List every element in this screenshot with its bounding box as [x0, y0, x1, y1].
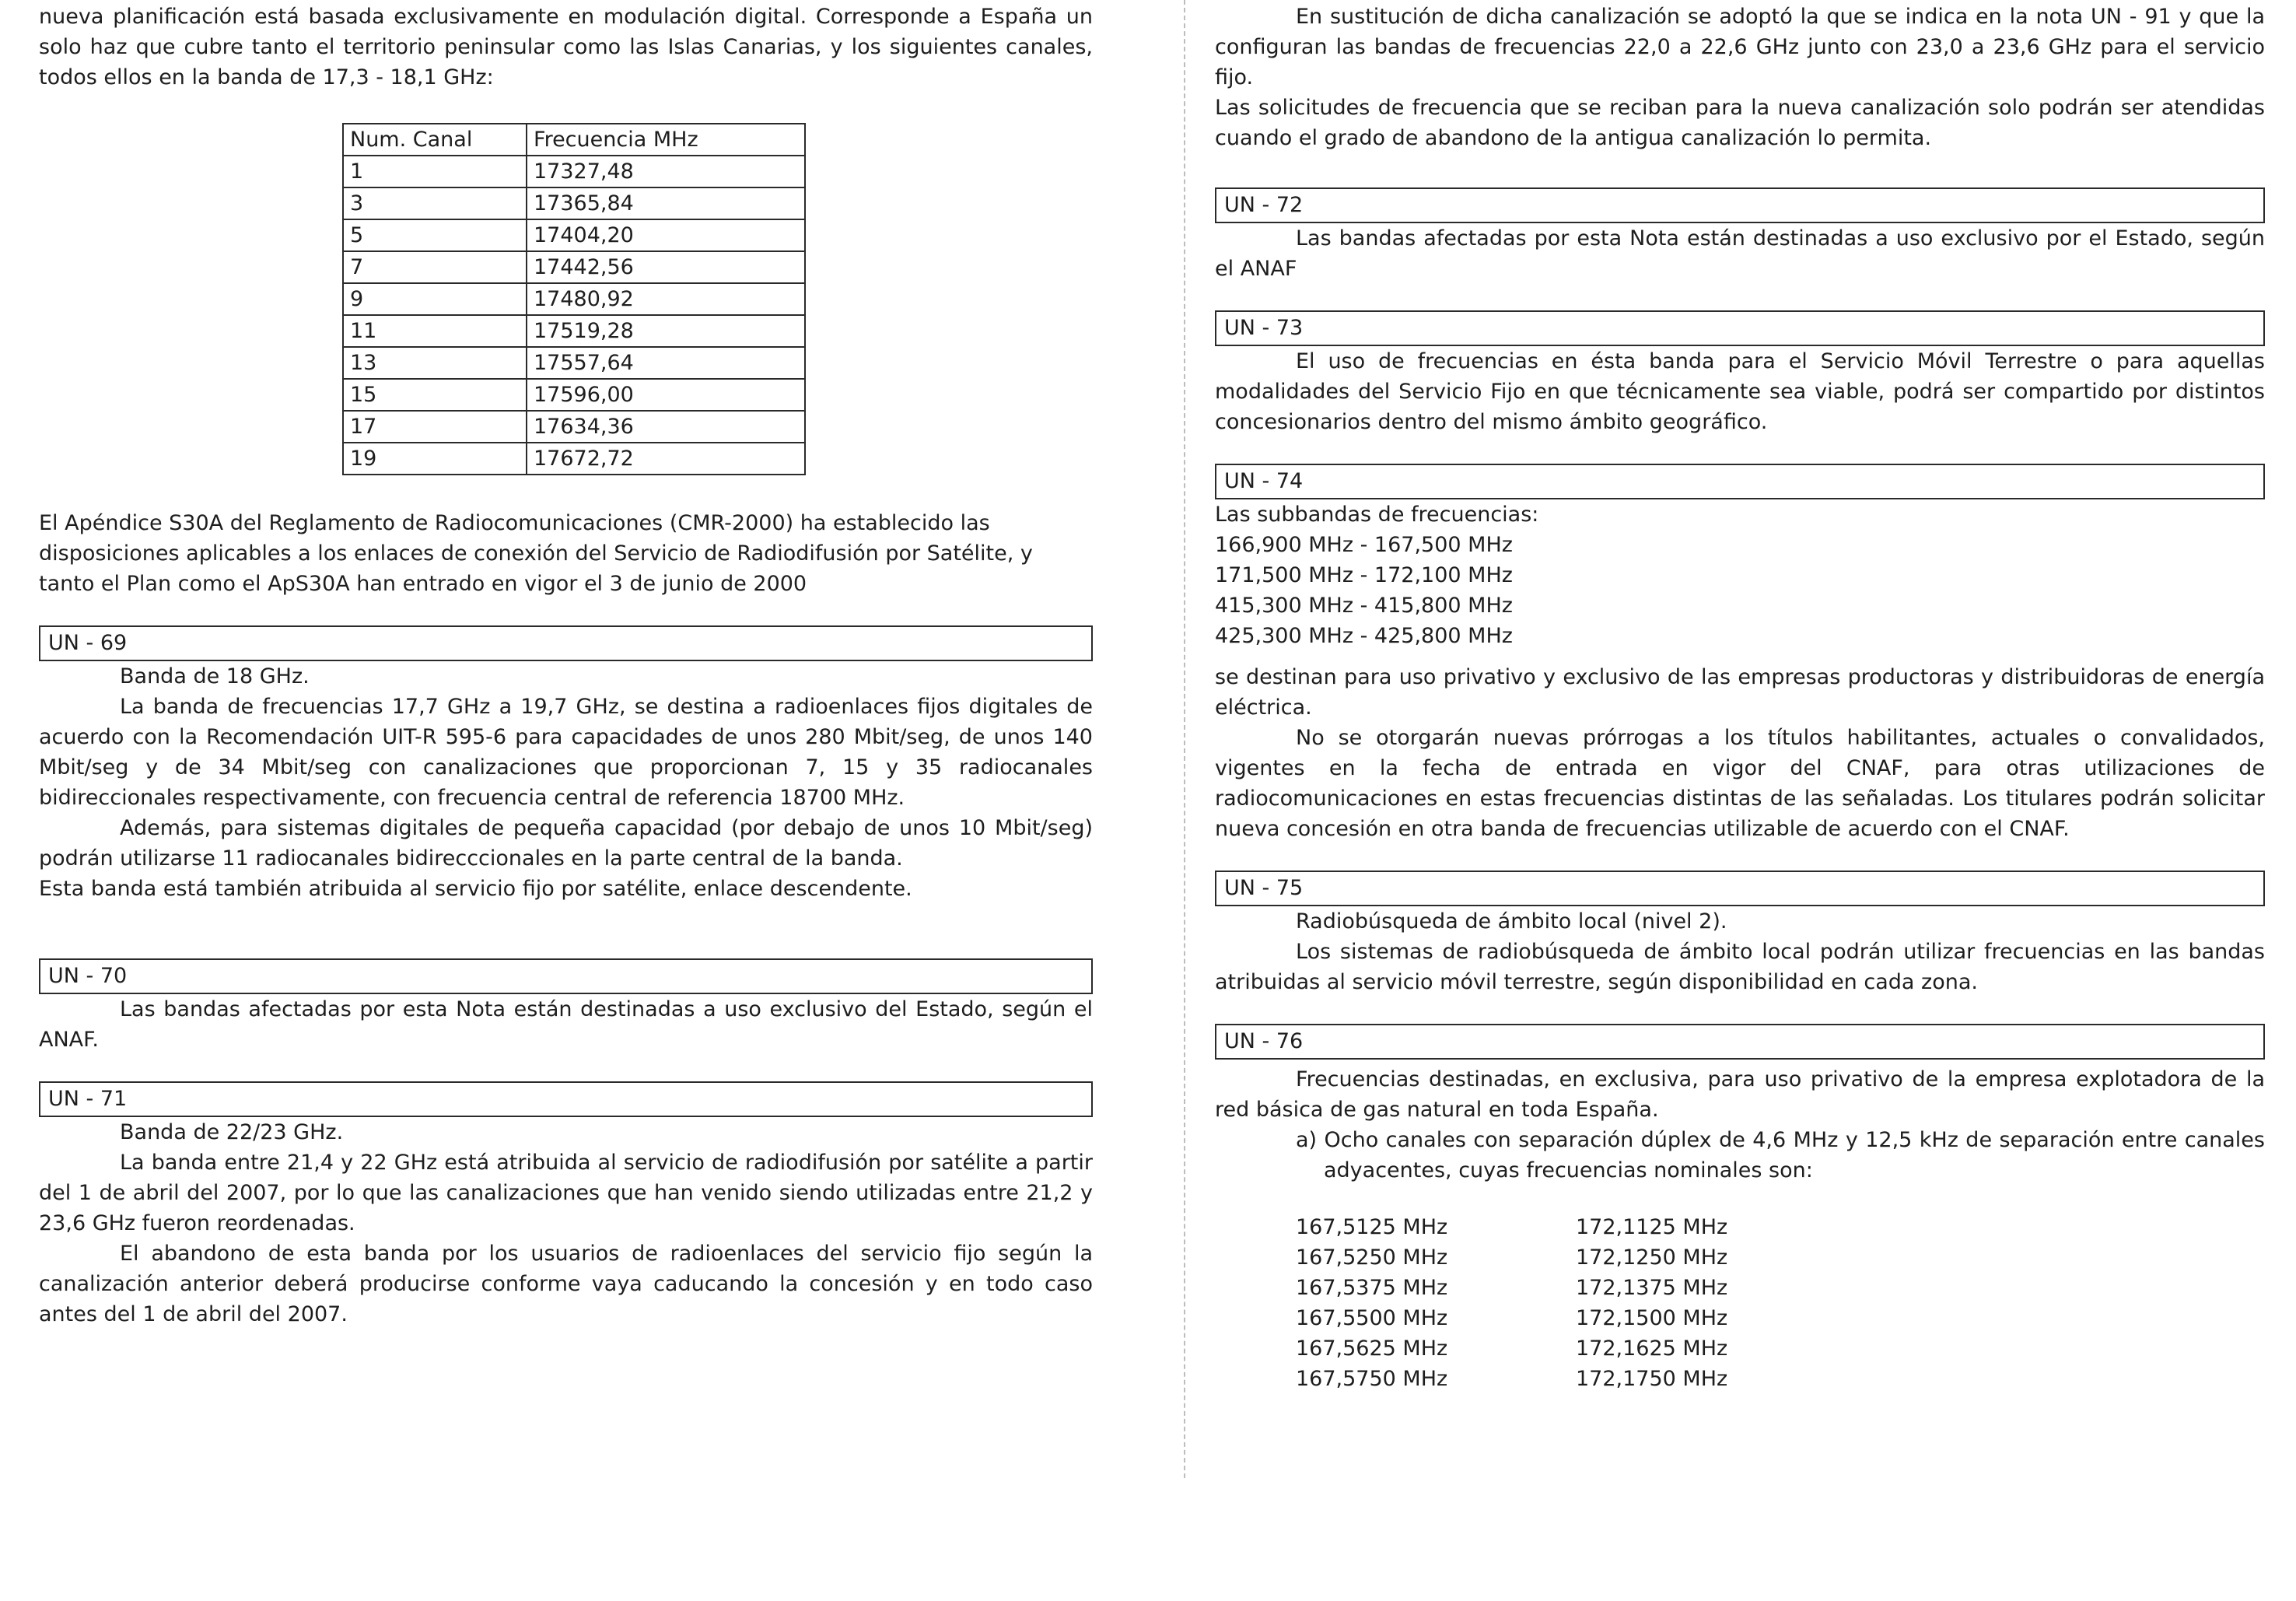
- table-row: [343, 283, 805, 315]
- list-item: 167,5625 MHz: [1296, 1337, 1448, 1361]
- right-column: [1215, 0, 2265, 1394]
- list-item: 172,1250 MHz: [1576, 1245, 1728, 1270]
- table-cell: 19: [343, 443, 527, 475]
- un70-paragraph: Las bandas afectadas por esta Nota están destinadas a uso exclusivo del Estado, según el ANAF.: [39, 997, 1093, 1052]
- un76-paragraph: Frecuencias destinadas, en exclusiva, para uso privativo de la empresa explotadora de la red básica de gas natural en toda España.: [1215, 1067, 2265, 1122]
- list-item: 172,1625 MHz: [1576, 1337, 1728, 1361]
- table-cell: 17442,56: [527, 251, 805, 283]
- table-cell: 1: [343, 156, 527, 187]
- note-header-un74: UN - 74: [1215, 464, 2265, 499]
- un71-paragraph: El abandono de esta banda por los usuarios de radioenlaces del servicio fijo según la canalización anterior deberá producirse conforme vaya caducando la concesión y en todo caso antes del 1 de abril del 2007.: [39, 1242, 1093, 1326]
- table-row: [343, 187, 805, 219]
- note-header-un69: UN - 69: [39, 625, 1093, 661]
- un72-paragraph: Las bandas afectadas por esta Nota están destinadas a uso exclusivo por el Estado, según el ANAF: [1215, 226, 2265, 281]
- un74-paragraph: No se otorgarán nuevas prórrogas a los títulos habilitantes, actuales o convalidados, vigentes en la fecha de entrada en vigor del CNAF, para otras utilizaciones de radiocomunicaciones en estas frecuencias distintas de las señaladas. Los titulares podrán solicitar nueva concesión en otra banda de frecuencias utilizable de acuerdo con el CNAF.: [1215, 726, 2265, 841]
- un74-paragraph: se destinan para uso privativo y exclusivo de las empresas productoras y distribuidoras de energía eléctrica.: [1215, 665, 2265, 720]
- list-item: 415,300 MHz - 415,800 MHz: [1215, 594, 1513, 618]
- table-row: [343, 315, 805, 347]
- un69-paragraph: Banda de 18 GHz.: [120, 664, 310, 688]
- table-cell: 17404,20: [527, 219, 805, 251]
- page-fold-divider: [1184, 0, 1185, 1478]
- table-header: Frecuencia MHz: [527, 124, 805, 156]
- list-item: 425,300 MHz - 425,800 MHz: [1215, 624, 1513, 648]
- table-cell: 3: [343, 187, 527, 219]
- un75-paragraph: Radiobúsqueda de ámbito local (nivel 2).: [1296, 909, 1727, 934]
- table-cell: 17596,00: [527, 379, 805, 411]
- table-cell: 5: [343, 219, 527, 251]
- table-cell: 7: [343, 251, 527, 283]
- table-cell: 11: [343, 315, 527, 347]
- un73-paragraph: El uso de frecuencias en ésta banda para el Servicio Móvil Terrestre o para aquellas modalidades del Servicio Fijo en que técnicamente sea viable, podrá ser compartido por distintos concesionarios dentro del mismo ámbito geográfico.: [1215, 349, 2265, 434]
- intro-paragraph: nueva planificación está basada exclusivamente en modulación digital. Corresponde a España un solo haz que cubre tanto el territorio peninsular como las Islas Canarias, y los siguientes canales, todos ellos en la banda de 17,3 - 18,1 GHz:: [39, 5, 1093, 89]
- un74-paragraph: Las subbandas de frecuencias:: [1215, 503, 1539, 527]
- table-cell: 17557,64: [527, 347, 805, 379]
- note-header-un73: UN - 73: [1215, 310, 2265, 346]
- list-item: 166,900 MHz - 167,500 MHz: [1215, 533, 1513, 557]
- table-cell: 17519,28: [527, 315, 805, 347]
- table-row: [343, 251, 805, 283]
- left-column: [39, 0, 1093, 1329]
- un69-paragraph: Además, para sistemas digitales de pequeña capacidad (por debajo de unos 10 Mbit/seg) podrán utilizarse 11 radiocanales bidirecccionales en la parte central de la banda.: [39, 816, 1093, 871]
- un71-paragraph: La banda entre 21,4 y 22 GHz está atribuida al servicio de radiodifusión por satélite a partir del 1 de abril del 2007, por lo que las canalizaciones que han venido siendo utilizadas entre 21,2 y 23,6 GHz fueron reordenadas.: [39, 1151, 1093, 1235]
- continuation-paragraph: En sustitución de dicha canalización se adoptó la que se indica en la nota UN - 91 y que la configuran las bandas de frecuencias 22,0 a 22,6 GHz junto con 23,0 a 23,6 GHz para el servicio fijo.: [1215, 5, 2265, 89]
- list-item: 167,5750 MHz: [1296, 1367, 1448, 1391]
- list-item: 167,5125 MHz: [1296, 1215, 1448, 1239]
- list-item: 172,1750 MHz: [1576, 1367, 1728, 1391]
- table-cell: 17634,36: [527, 411, 805, 443]
- note-header-un70: UN - 70: [39, 958, 1093, 994]
- list-item: 167,5500 MHz: [1296, 1306, 1448, 1330]
- note-header-un75: UN - 75: [1215, 871, 2265, 906]
- list-item: 172,1375 MHz: [1576, 1276, 1728, 1300]
- table-row: [343, 443, 805, 475]
- un76-item-a: a) Ocho canales con separación dúplex de 4,6 MHz y 12,5 kHz de separación entre canales adyacentes, cuyas frecuencias nominales son:: [1296, 1128, 2265, 1182]
- table-cell: 17672,72: [527, 443, 805, 475]
- nominal-frequency-list: [1296, 1212, 2265, 1394]
- table-row: [343, 411, 805, 443]
- table-cell: 17327,48: [527, 156, 805, 187]
- table-cell: 13: [343, 347, 527, 379]
- list-item: 167,5250 MHz: [1296, 1245, 1448, 1270]
- table-header: Num. Canal: [343, 124, 527, 156]
- list-item: 167,5375 MHz: [1296, 1276, 1448, 1300]
- table-row: [343, 156, 805, 187]
- table-cell: 15: [343, 379, 527, 411]
- un71-paragraph: Banda de 22/23 GHz.: [120, 1120, 344, 1144]
- channel-table: [342, 123, 806, 475]
- table-cell: 17480,92: [527, 283, 805, 315]
- un69-paragraph: Esta banda está también atribuida al servicio fijo por satélite, enlace descendente.: [39, 877, 912, 901]
- list-item: 171,500 MHz - 172,100 MHz: [1215, 563, 1513, 587]
- table-header-row: [343, 124, 805, 156]
- un75-paragraph: Los sistemas de radiobúsqueda de ámbito local podrán utilizar frecuencias en las bandas atribuidas al servicio móvil terrestre, según disponibilidad en cada zona.: [1215, 940, 2265, 994]
- note-header-un71: UN - 71: [39, 1081, 1093, 1117]
- table-cell: 17365,84: [527, 187, 805, 219]
- continuation-paragraph: Las solicitudes de frecuencia que se reciban para la nueva canalización solo podrán ser atendidas cuando el grado de abandono de la antigua canalización lo permita.: [1215, 96, 2265, 150]
- apendice-paragraph: El Apéndice S30A del Reglamento de Radiocomunicaciones (CMR-2000) ha establecido las disposiciones aplicables a los enlaces de conexión del Servicio de Radiodifusión por Satélite, y tanto el Plan como el ApS30A han entrado en vigor el 3 de junio de 2000: [39, 511, 1033, 596]
- table-row: [343, 347, 805, 379]
- frequency-band-list: [1215, 530, 2265, 651]
- list-item: 172,1125 MHz: [1576, 1215, 1728, 1239]
- note-header-un76: UN - 76: [1215, 1024, 2265, 1060]
- table-row: [343, 219, 805, 251]
- table-cell: 17: [343, 411, 527, 443]
- table-cell: 9: [343, 283, 527, 315]
- note-header-un72: UN - 72: [1215, 187, 2265, 223]
- list-item: 172,1500 MHz: [1576, 1306, 1728, 1330]
- table-row: [343, 379, 805, 411]
- un69-paragraph: La banda de frecuencias 17,7 GHz a 19,7 GHz, se destina a radioenlaces fijos digitales de acuerdo con la Recomendación UIT-R 595-6 para capacidades de unos 280 Mbit/seg, de unos 140 Mbit/seg y de 34 Mbit/seg con canalizaciones que proporcionan 7, 15 y 35 radiocanales bidireccionales respectivamente, con frecuencia central de referencia 18700 MHz.: [39, 695, 1093, 810]
